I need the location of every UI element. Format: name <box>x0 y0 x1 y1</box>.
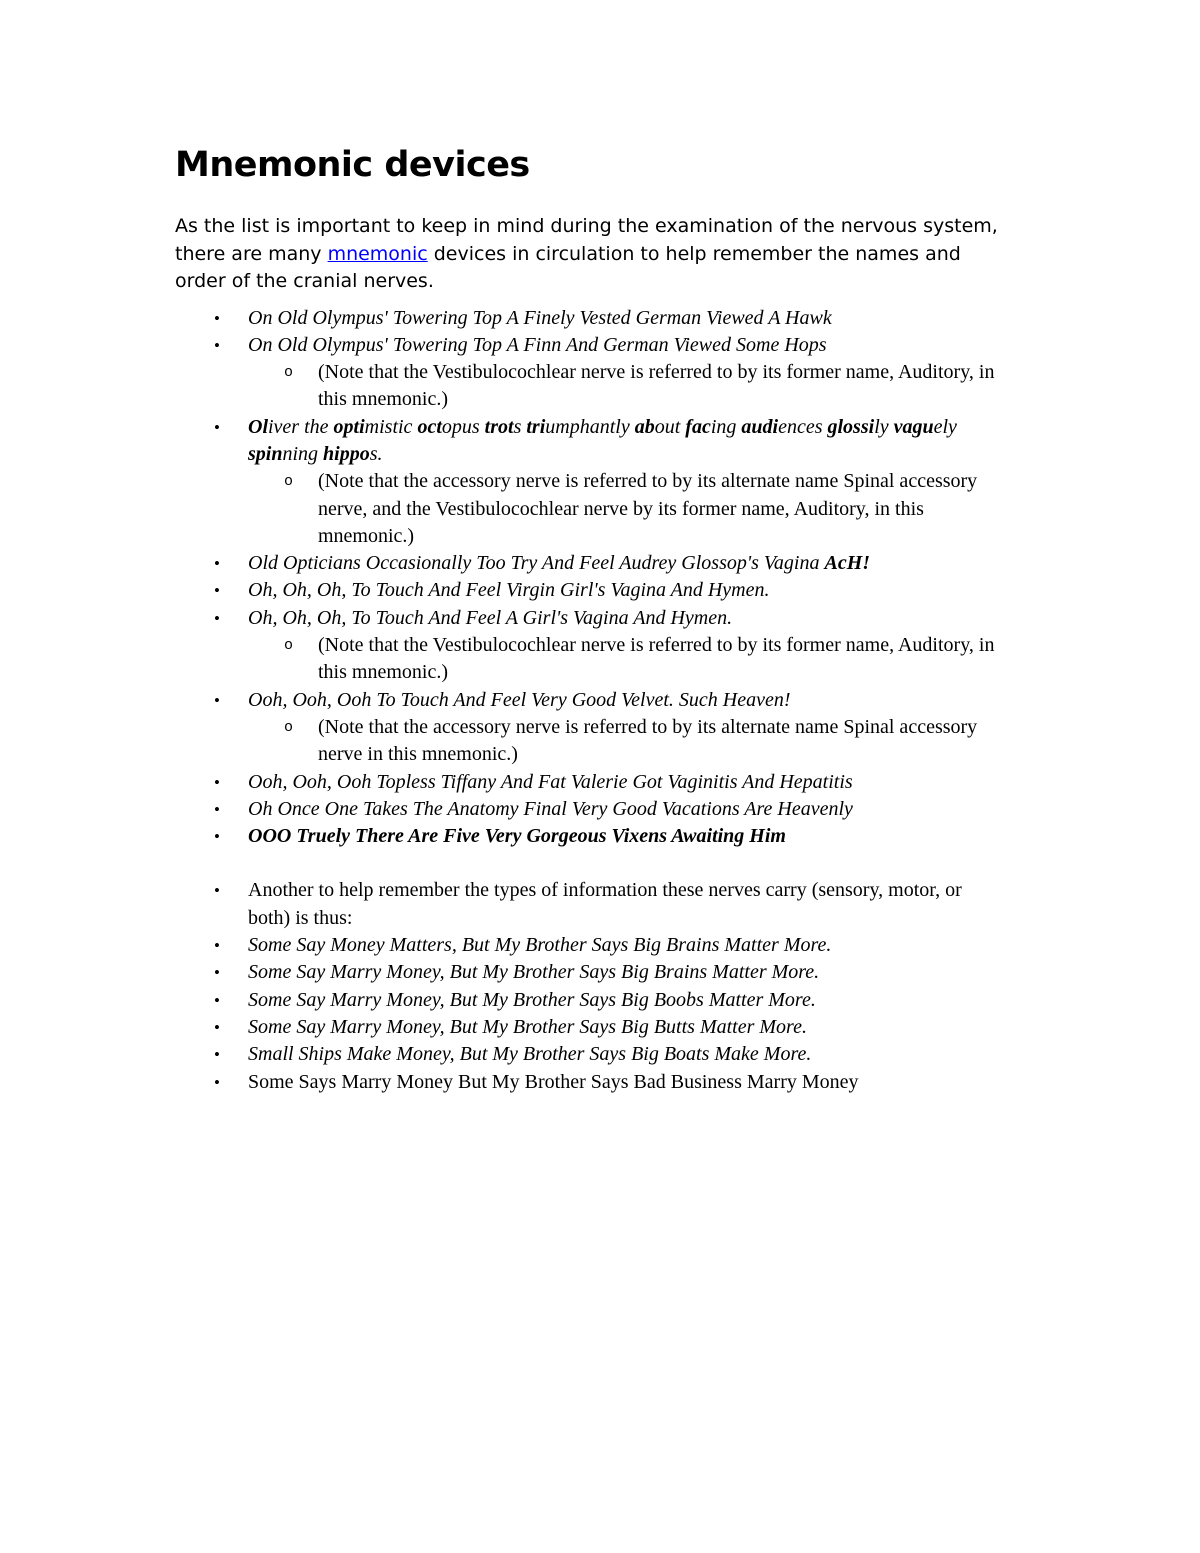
list-item <box>175 1041 1003 1068</box>
list-item <box>175 550 1003 577</box>
intro-text-after-link: devices in circulation to help remember the names and order of the cranial nerves. <box>175 242 961 292</box>
list-item-text: (Note that the accessory nerve is referred to by its alternate name Spinal accessory nerve, and the Vestibulocochlear nerve by its former name, Auditory, in this mnemonic.) <box>318 470 978 547</box>
bullet-dot-icon: • <box>214 1017 220 1037</box>
bullet-dot-icon: • <box>214 608 220 628</box>
list-item-text: Oh Once One Takes The Anatomy Final Very Good Vacations Are Heavenly <box>248 797 853 820</box>
document-page <box>175 145 1003 1096</box>
list-item <box>175 687 1003 714</box>
mnemonic-link[interactable]: mnemonic <box>327 242 428 265</box>
list-item-text: (Note that the accessory nerve is referred to by its alternate name Spinal accessory nerve in this mnemonic.) <box>318 715 978 766</box>
list-item <box>175 823 1003 850</box>
list-item-text: OOO Truely There Are Five Very Gorgeous Vixens Awaiting Him <box>248 825 786 848</box>
bullet-dot-icon: • <box>214 936 220 956</box>
bullet-dot-icon: • <box>214 827 220 847</box>
list-item <box>175 877 1003 932</box>
bullet-dot-icon: • <box>214 963 220 983</box>
list-item-text: On Old Olympus' Towering Top A Finn And German Viewed Some Hops <box>248 333 827 356</box>
bullet-dot-icon: • <box>214 417 220 437</box>
list-item-text: Ooh, Ooh, Ooh Topless Tiffany And Fat Valerie Got Vaginitis And Hepatitis <box>248 770 853 793</box>
sub-list-item <box>175 632 1003 687</box>
intro-paragraph <box>175 213 1003 296</box>
page-title: Mnemonic devices <box>175 145 530 185</box>
list-item-text: Oh, Oh, Oh, To Touch And Feel Virgin Girl's Vagina And Hymen. <box>248 579 770 602</box>
sub-bullet-circle-icon: o <box>284 473 294 491</box>
list-item-text: Oliver the optimistic octopus trots triumphantly about facing audiences glossily vaguely spinning hippos. <box>248 415 957 465</box>
list-item <box>175 1014 1003 1041</box>
sub-list-item <box>175 359 1003 414</box>
list-item-text: On Old Olympus' Towering Top A Finely Vested German Viewed A Hawk <box>248 306 832 329</box>
list-item <box>175 332 1003 359</box>
list-item <box>175 414 1003 469</box>
intro-text-before-link: As the list is important to keep in mind during the examination of the nervous system, there are many <box>175 215 998 265</box>
list-item-text: (Note that the Vestibulocochlear nerve is referred to by its former name, Auditory, in this mnemonic.) <box>318 634 995 684</box>
list-item <box>175 796 1003 823</box>
bullet-dot-icon: • <box>214 990 220 1010</box>
sub-bullet-circle-icon: o <box>284 718 294 736</box>
list-item-text: Some Say Marry Money, But My Brother Says Big Butts Matter More. <box>248 1015 807 1038</box>
list-item <box>175 959 1003 986</box>
list-item <box>175 932 1003 959</box>
list-item-text: Another to help remember the types of information these nerves carry (sensory, motor, or both) is thus: <box>248 879 962 929</box>
sub-bullet-circle-icon: o <box>284 637 294 655</box>
list-item <box>175 305 1003 332</box>
sub-bullet-circle-icon: o <box>284 364 294 382</box>
list-item-text: Some Say Marry Money, But My Brother Says Big Brains Matter More. <box>248 961 820 984</box>
bullet-dot-icon: • <box>214 335 220 355</box>
bullet-dot-icon: • <box>214 308 220 328</box>
list-item <box>175 987 1003 1014</box>
list-item-text: Some Say Marry Money, But My Brother Says Big Boobs Matter More. <box>248 988 816 1011</box>
list-item-text: Some Says Marry Money But My Brother Says Bad Business Marry Money <box>248 1070 859 1093</box>
bullet-list <box>175 305 1003 1096</box>
bullet-dot-icon: • <box>214 690 220 710</box>
list-item-text: Small Ships Make Money, But My Brother Says Big Boats Make More. <box>248 1043 812 1066</box>
bullet-dot-icon: • <box>214 1045 220 1065</box>
list-item-text: Ooh, Ooh, Ooh To Touch And Feel Very Good Velvet. Such Heaven! <box>248 688 791 711</box>
list-item-text: Old Opticians Occasionally Too Try And Feel Audrey Glossop's Vagina AcH! <box>248 552 871 575</box>
list-item-text: (Note that the Vestibulocochlear nerve is referred to by its former name, Auditory, in this mnemonic.) <box>318 361 995 411</box>
list-item <box>175 577 1003 604</box>
bullet-dot-icon: • <box>214 1072 220 1092</box>
bullet-dot-icon: • <box>214 881 220 901</box>
list-item-text: Oh, Oh, Oh, To Touch And Feel A Girl's Vagina And Hymen. <box>248 606 733 629</box>
bullet-dot-icon: • <box>214 799 220 819</box>
sub-list-item <box>175 714 1003 769</box>
bullet-dot-icon: • <box>214 554 220 574</box>
bullet-dot-icon: • <box>214 772 220 792</box>
sub-list-item <box>175 468 1003 550</box>
bullet-dot-icon: • <box>214 581 220 601</box>
list-item <box>175 605 1003 632</box>
list-item <box>175 769 1003 796</box>
list-item <box>175 1069 1003 1096</box>
list-item-text: Some Say Money Matters, But My Brother Says Big Brains Matter More. <box>248 934 832 957</box>
